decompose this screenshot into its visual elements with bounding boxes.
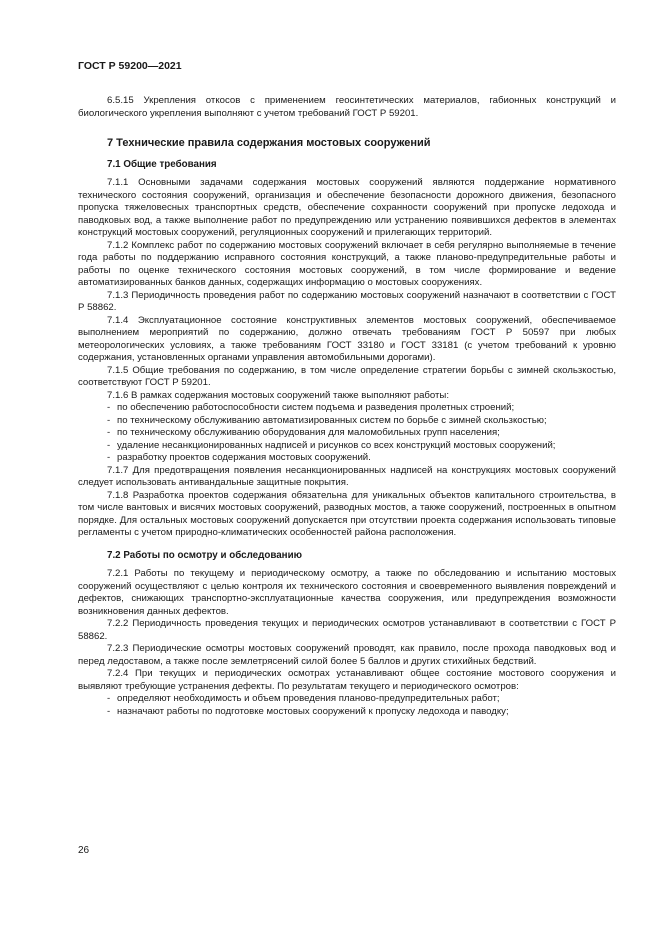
- list-item-text: определяют необходимость и объем проведения планово-предупредительных работ;: [117, 693, 500, 704]
- list-item-text: назначают работы по подготовке мостовых сооружений к пропуску ледохода и паводку;: [117, 705, 509, 717]
- paragraph-7-1-3: 7.1.3 Периодичность проведения работ по содержанию мостовых сооружений назначают в соответствии с ГОСТ Р 58862.: [78, 289, 616, 313]
- paragraph-7-1-7: 7.1.7 Для предотвращения появления несанкционированных надписей на конструкциях мостовых сооружений следует использовать антивандальные защитные покрытия.: [78, 464, 616, 488]
- dash-marker: -: [107, 427, 111, 438]
- dash-marker: -: [107, 452, 111, 463]
- page-number: 26: [78, 845, 90, 856]
- dash-marker: -: [107, 414, 111, 426]
- paragraph-6-5-15: 6.5.15 Укрепления откосов с применением геосинтетических материалов, габионных конструкций и биологического укрепления выполняют с учетом требований ГОСТ Р 59201.: [78, 95, 616, 119]
- list-item: [78, 440, 616, 453]
- paragraph-7-2-3: 7.2.3 Периодические осмотры мостовых сооружений проводят, как правило, после прохода паводковых вод и перед ледоставом, а также после землетрясений силой более 5 баллов и других стихийных бедствий.: [78, 643, 616, 667]
- dash-marker: -: [107, 402, 111, 413]
- paragraph-7-1-2: 7.1.2 Комплекс работ по содержанию мостовых сооружений включает в себя регулярно выполняемые в течение года работы по поддержанию исправного состояния конструкций, а также планово-предупредительные работы и работы по оценке технического состояния мостовых сооружений, в том числе формирование и ведение автоматизированных банков данных, содержащих информацию о мостовых сооружениях.: [78, 239, 616, 288]
- list-item-text: разработку проектов содержания мостовых сооружений.: [117, 452, 371, 463]
- list-item: [78, 706, 616, 719]
- paragraph-7-1-6: 7.1.6 В рамках содержания мостовых сооружений также выполняют работы:: [107, 389, 449, 401]
- dash-marker: -: [107, 693, 111, 704]
- paragraph-7-2-4: 7.2.4 При текущих и периодических осмотрах устанавливают общее состояние мостового сооружения и выявляют требующие устранения дефекты. По результатам текущего и периодического осмотров:: [78, 668, 616, 692]
- subsection-7-1-title: 7.1 Общие требования: [107, 158, 217, 170]
- dash-marker: -: [107, 705, 111, 717]
- list-item: [78, 693, 616, 706]
- subsection-7-2-title: 7.2 Работы по осмотру и обследованию: [107, 549, 302, 561]
- list-item: [78, 402, 616, 415]
- document-code: ГОСТ Р 59200—2021: [78, 60, 182, 72]
- paragraph-7-2-2: 7.2.2 Периодичность проведения текущих и периодических осмотров устанавливают в соответствии с ГОСТ Р 58862.: [78, 618, 616, 642]
- list-item-text: по техническому обслуживанию автоматизированных систем по борьбе с зимней скользкостью;: [117, 414, 547, 426]
- paragraph-7-1-4: 7.1.4 Эксплуатационное состояние конструктивных элементов мостовых сооружений, обеспечиваемое выполнением мероприятий по содержанию, должно отвечать требованиям ГОСТ Р 50597 при любых метеорологических условиях, а также требованиям ГОСТ 33180 и ГОСТ 33181 (с учетом требований к уровню содержания, установленных органами управления автомобильными дорогами).: [78, 314, 616, 363]
- list-item: [78, 415, 616, 428]
- list-item: [78, 452, 616, 465]
- list-item: [78, 427, 616, 440]
- list-item-text: по техническому обслуживанию оборудования для маломобильных групп населения;: [117, 427, 500, 438]
- list-item-text: по обеспечению работоспособности систем подъема и разведения пролетных строений;: [117, 402, 515, 413]
- body-text: [78, 95, 616, 718]
- list-item-text: удаление несанкционированных надписей и рисунков со всех конструкций мостовых сооружений;: [117, 439, 556, 451]
- paragraph-7-1-5: 7.1.5 Общие требования по содержанию, в том числе определение стратегии борьбы с зимней скользкостью, соответствуют ГОСТ Р 59201.: [78, 364, 616, 388]
- paragraph-7-1-8: 7.1.8 Разработка проектов содержания обязательна для уникальных объектов капитального строительства, в том числе вантовых и висячих мостовых сооружений, разводных мостов, а также сооружений, построенных в опытном порядке. Для остальных мостовых сооружений допускается при отсутствии проекта содержания использовать типовые регламенты с учетом природно-климатических особенностей района расположения.: [78, 489, 616, 538]
- dash-marker: -: [107, 439, 111, 451]
- section-7-title: 7 Технические правила содержания мостовых сооружений: [107, 137, 431, 149]
- paragraph-7-2-1: 7.2.1 Работы по текущему и периодическому осмотру, а также по обследованию и испытанию мостовых сооружений осуществляют с целью контроля их технического состояния и своевременного выявления повреждений и дефектов, снижающих транспортно-эксплуатационные качества сооружения, или предупреждения возможности возникновения данных дефектов.: [78, 568, 616, 617]
- paragraph-7-1-1: 7.1.1 Основными задачами содержания мостовых сооружений являются поддержание нормативного технического состояния сооружений, организация и обеспечение безопасности дорожного движения, безопасного пропуска тяжеловесных транспортных средств, обеспечение сохранности сооружений при пропуске ледохода и паводковых вод, а также выполнение работ по предупреждению или устранению появившихся дефектов в элементах конструкций мостовых сооружений, регуляционных сооружений и прилегающих территорий.: [78, 177, 616, 238]
